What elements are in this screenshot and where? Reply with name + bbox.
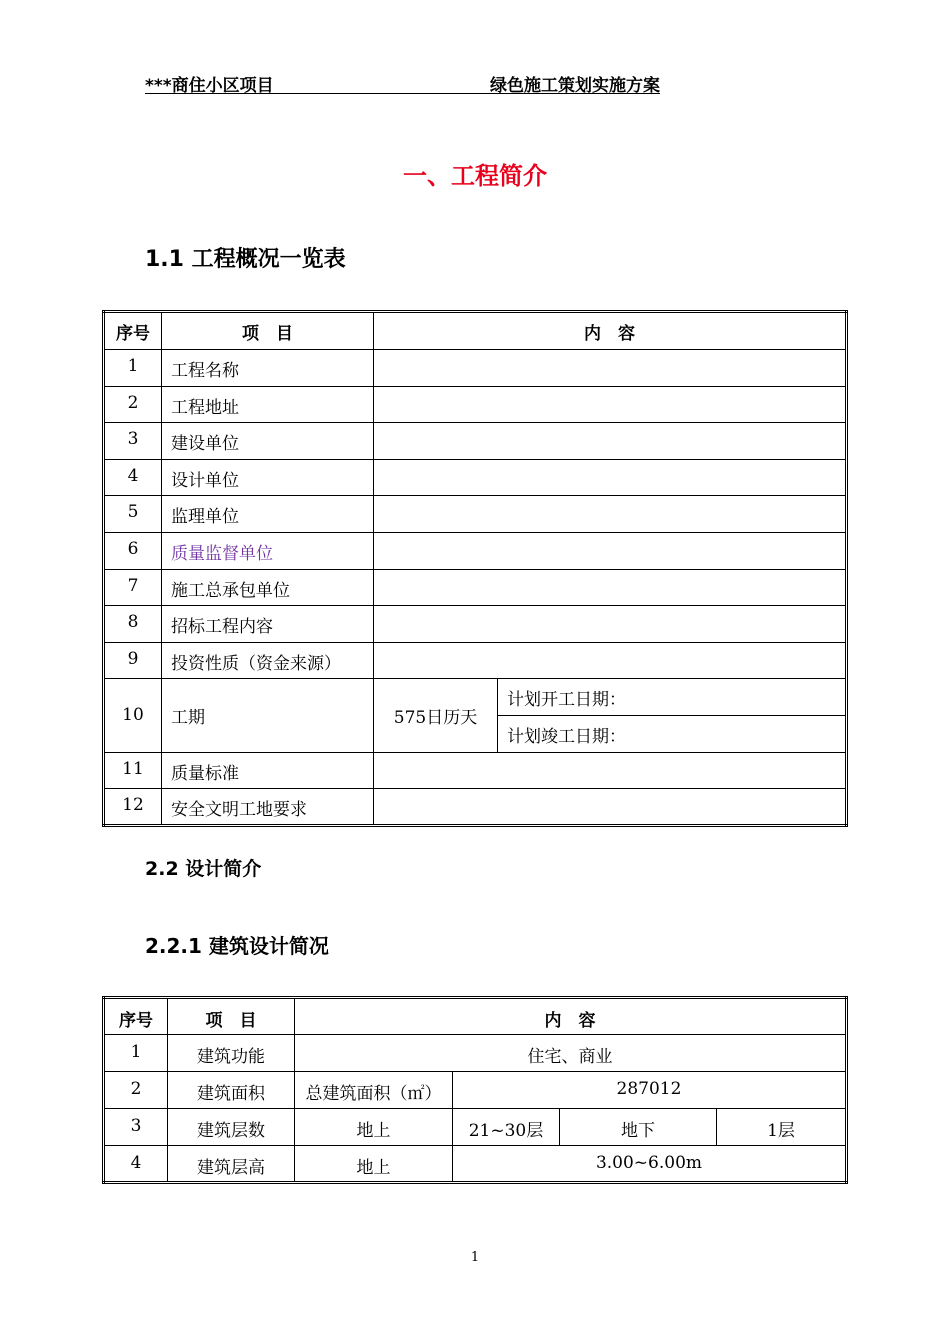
row-item: 质量监督单位	[162, 532, 374, 569]
header-no: 序号	[104, 998, 168, 1035]
underground-label: 地下	[560, 1109, 717, 1146]
total-area-label: 总建筑面积（㎡）	[295, 1072, 453, 1109]
header-item: 项 目	[162, 312, 374, 350]
chapter-title: 一、工程简介	[403, 162, 547, 190]
table-row	[104, 752, 847, 789]
table-row	[104, 606, 847, 643]
row-no: 3	[104, 423, 162, 460]
underground-floors: 1层	[717, 1109, 847, 1146]
table-row	[104, 1072, 847, 1109]
row-no: 1	[104, 1035, 168, 1072]
row-item: 工程名称	[162, 350, 374, 387]
row-item: 建设单位	[162, 423, 374, 460]
row-no: 7	[104, 569, 162, 606]
row-content	[374, 496, 847, 533]
total-area-value: 287012	[453, 1072, 847, 1109]
section-heading-2-2-1: 2.2.1 建筑设计简况	[145, 934, 329, 958]
row-item: 监理单位	[162, 496, 374, 533]
row-content	[374, 606, 847, 643]
row-item: 建筑功能	[168, 1035, 295, 1072]
table-row	[104, 496, 847, 533]
header-item: 项 目	[168, 998, 295, 1035]
row-content	[374, 532, 847, 569]
planned-start-date: 计划开工日期：	[498, 679, 847, 716]
row-no: 4	[104, 459, 162, 496]
header-document-title: 绿色施工策划实施方案	[490, 76, 660, 96]
row-no: 8	[104, 606, 162, 643]
page-number: 1	[470, 1250, 480, 1265]
header-content: 内 容	[295, 998, 847, 1035]
floor-height-label: 地上	[295, 1146, 453, 1183]
header-content: 内 容	[374, 312, 847, 350]
row-no: 12	[104, 789, 162, 826]
row-no: 9	[104, 642, 162, 679]
table-row	[104, 459, 847, 496]
table-row	[104, 642, 847, 679]
row-item: 工期	[162, 679, 374, 752]
row-item: 设计单位	[162, 459, 374, 496]
row-item: 建筑层高	[168, 1146, 295, 1183]
row-no: 4	[104, 1146, 168, 1183]
table-row	[104, 532, 847, 569]
row-item: 工程地址	[162, 386, 374, 423]
row-no: 2	[104, 1072, 168, 1109]
building-function-value: 住宅、商业	[295, 1035, 847, 1072]
row-content	[374, 459, 847, 496]
row-content	[374, 350, 847, 387]
architecture-design-table	[102, 996, 848, 1184]
row-item: 施工总承包单位	[162, 569, 374, 606]
table-row	[104, 679, 847, 716]
row-item: 招标工程内容	[162, 606, 374, 643]
header-no: 序号	[104, 312, 162, 350]
row-no: 11	[104, 752, 162, 789]
table-row	[104, 386, 847, 423]
row-content	[374, 752, 847, 789]
row-item: 安全文明工地要求	[162, 789, 374, 826]
section-heading-1-1: 1.1 工程概况一览表	[145, 247, 346, 272]
above-ground-floors: 21~30层	[453, 1109, 560, 1146]
row-no: 3	[104, 1109, 168, 1146]
row-content	[374, 789, 847, 826]
row-item: 投资性质（资金来源）	[162, 642, 374, 679]
row-item: 建筑面积	[168, 1072, 295, 1109]
row-content	[374, 423, 847, 460]
row-content	[374, 642, 847, 679]
table-row	[104, 569, 847, 606]
planned-completion-date: 计划竣工日期：	[498, 715, 847, 752]
table-row	[104, 789, 847, 826]
section-heading-2-2: 2.2 设计简介	[145, 858, 262, 880]
floor-height-value: 3.00~6.00m	[453, 1146, 847, 1183]
row-no: 5	[104, 496, 162, 533]
table-row	[104, 1146, 847, 1183]
table-row	[104, 423, 847, 460]
row-content	[374, 569, 847, 606]
table-row	[104, 1035, 847, 1072]
table-row	[104, 1109, 847, 1146]
table-header-row	[104, 998, 847, 1035]
header-project-name: ***商住小区项目	[145, 76, 274, 96]
row-no: 2	[104, 386, 162, 423]
row-no: 1	[104, 350, 162, 387]
row-no: 6	[104, 532, 162, 569]
table-row	[104, 350, 847, 387]
row-item: 建筑层数	[168, 1109, 295, 1146]
above-ground-label: 地上	[295, 1109, 453, 1146]
row-content	[374, 386, 847, 423]
project-overview-table	[102, 310, 848, 827]
table-header-row	[104, 312, 847, 350]
row-item: 质量标准	[162, 752, 374, 789]
row-no: 10	[104, 679, 162, 752]
duration-value: 575日历天	[374, 679, 498, 752]
page-header	[145, 68, 660, 94]
